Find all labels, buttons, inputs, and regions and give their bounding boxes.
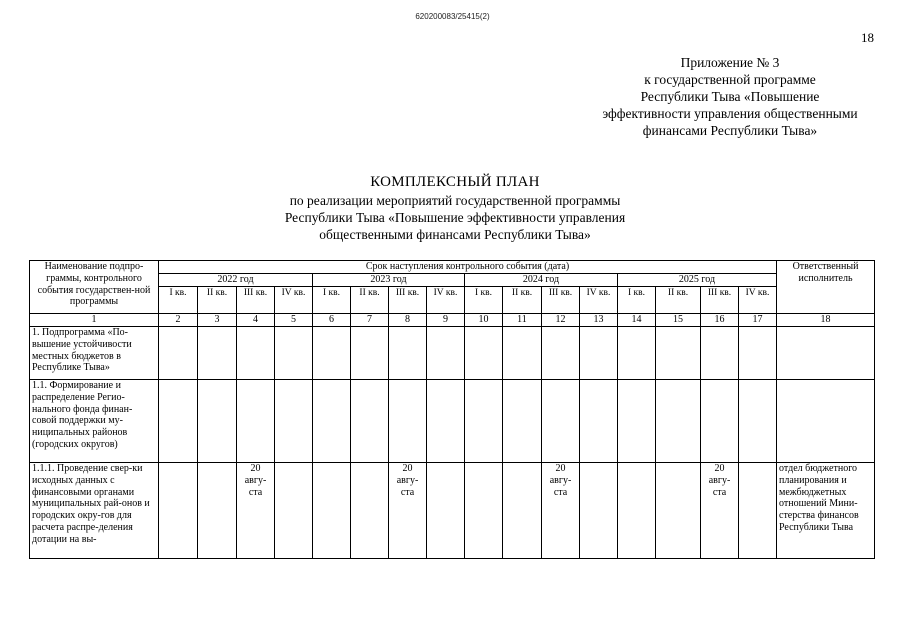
table-row (30, 327, 875, 380)
plan-title (0, 174, 905, 243)
date-cell (389, 327, 427, 380)
column-number: 8 (389, 314, 427, 327)
column-number: 15 (656, 314, 701, 327)
appendix-line: Приложение № 3 (680, 55, 780, 70)
date-cell: 20 авгу-ста (389, 463, 427, 559)
date-cell (159, 380, 198, 463)
date-cell (580, 463, 618, 559)
page-number: 18 (861, 30, 874, 45)
executor-cell (777, 327, 875, 380)
date-cell (656, 327, 701, 380)
quarter-header: I кв. (313, 287, 351, 314)
date-cell (656, 463, 701, 559)
date-cell (618, 327, 656, 380)
plan-title-main: КОМПЛЕКСНЫЙ ПЛАН (370, 174, 540, 190)
quarter-header: I кв. (618, 287, 656, 314)
column-number: 6 (313, 314, 351, 327)
plan-title-line: Республики Тыва «Повышение эффективности управления (284, 210, 626, 225)
column-header-name: Наименование подпро-граммы, контрольного события государствен-ной программы (30, 261, 159, 314)
quarter-header: IV кв. (275, 287, 313, 314)
date-cell (198, 463, 237, 559)
quarter-header: IV кв. (580, 287, 618, 314)
quarter-header: IV кв. (427, 287, 465, 314)
date-cell (313, 463, 351, 559)
plan-title-line: общественными финансами Республики Тыва» (319, 227, 591, 242)
date-cell (427, 380, 465, 463)
quarter-header: IV кв. (739, 287, 777, 314)
appendix-line: финансами Республики Тыва» (642, 123, 818, 138)
date-cell (701, 380, 739, 463)
date-cell (503, 327, 542, 380)
date-cell (739, 327, 777, 380)
column-number: 5 (275, 314, 313, 327)
date-cell (618, 380, 656, 463)
column-number: 10 (465, 314, 503, 327)
date-cell (237, 380, 275, 463)
column-number: 12 (542, 314, 580, 327)
date-cell (427, 463, 465, 559)
column-number: 3 (198, 314, 237, 327)
date-cell (739, 463, 777, 559)
date-cell (159, 463, 198, 559)
column-number: 14 (618, 314, 656, 327)
date-cell (503, 463, 542, 559)
date-cell: 20 авгу-ста (701, 463, 739, 559)
date-cell (198, 380, 237, 463)
date-cell (275, 463, 313, 559)
table-row (30, 463, 875, 559)
column-number: 7 (351, 314, 389, 327)
date-cell (275, 327, 313, 380)
date-cell (542, 380, 580, 463)
appendix-line: эффективности управления общественными (602, 106, 858, 121)
quarter-header: II кв. (351, 287, 389, 314)
quarter-header: II кв. (198, 287, 237, 314)
column-number: 11 (503, 314, 542, 327)
date-cell (159, 327, 198, 380)
quarter-header: III кв. (542, 287, 580, 314)
row-name: 1. Подпрограмма «По-вышение устойчивости местных бюджетов в Республике Тыва» (30, 327, 159, 380)
column-number: 1 (30, 314, 159, 327)
date-cell (656, 380, 701, 463)
plan-table (29, 260, 875, 559)
date-cell (701, 327, 739, 380)
executor-cell: отдел бюджетного планирования и межбюджетных отношений Мини-стерства финансов Республики Тыва (777, 463, 875, 559)
document-registration-code: 620200083/25415(2) (415, 12, 490, 21)
executor-cell (777, 380, 875, 463)
date-cell: 20 авгу-ста (542, 463, 580, 559)
column-number-row (30, 314, 875, 327)
year-header: 2024 год (465, 274, 618, 287)
appendix-note (560, 54, 900, 139)
column-number: 13 (580, 314, 618, 327)
date-cell (503, 380, 542, 463)
date-cell (313, 380, 351, 463)
quarter-header: II кв. (656, 287, 701, 314)
appendix-line: к государственной программе (644, 72, 816, 87)
date-cell (198, 327, 237, 380)
date-cell (465, 380, 503, 463)
year-header: 2023 год (313, 274, 465, 287)
date-cell (618, 463, 656, 559)
column-header-executor: Ответственный исполнитель (777, 261, 875, 314)
date-cell (275, 380, 313, 463)
date-cell (465, 327, 503, 380)
column-number: 18 (777, 314, 875, 327)
quarter-header: II кв. (503, 287, 542, 314)
column-number: 16 (701, 314, 739, 327)
quarter-header: I кв. (465, 287, 503, 314)
year-header: 2022 год (159, 274, 313, 287)
date-cell (580, 327, 618, 380)
date-cell (389, 380, 427, 463)
date-cell: 20 авгу-ста (237, 463, 275, 559)
appendix-line: Республики Тыва «Повышение (640, 89, 820, 104)
quarter-header: III кв. (701, 287, 739, 314)
date-cell (542, 327, 580, 380)
column-number: 17 (739, 314, 777, 327)
date-cell (427, 327, 465, 380)
date-cell (351, 463, 389, 559)
date-cell (465, 463, 503, 559)
column-number: 4 (237, 314, 275, 327)
date-cell (351, 380, 389, 463)
date-cell (351, 327, 389, 380)
row-name: 1.1. Формирование и распределение Регио-нального фонда финан-совой поддержки му-ниципальных районов (городских округов) (30, 380, 159, 463)
column-number: 2 (159, 314, 198, 327)
plan-title-line: по реализации мероприятий государственной программы (289, 193, 621, 208)
quarter-header: III кв. (389, 287, 427, 314)
table-row (30, 380, 875, 463)
date-cell (313, 327, 351, 380)
date-cell (580, 380, 618, 463)
row-name: 1.1.1. Проведение свер-ки исходных данных с финансовыми органами муниципальных рай-онов и городских окру-гов для расчета распре-деления дотации на вы- (30, 463, 159, 559)
date-cell (739, 380, 777, 463)
quarter-header: I кв. (159, 287, 198, 314)
year-header: 2025 год (618, 274, 777, 287)
column-number: 9 (427, 314, 465, 327)
column-header-period: Срок наступления контрольного события (дата) (159, 261, 777, 274)
date-cell (237, 327, 275, 380)
quarter-header: III кв. (237, 287, 275, 314)
